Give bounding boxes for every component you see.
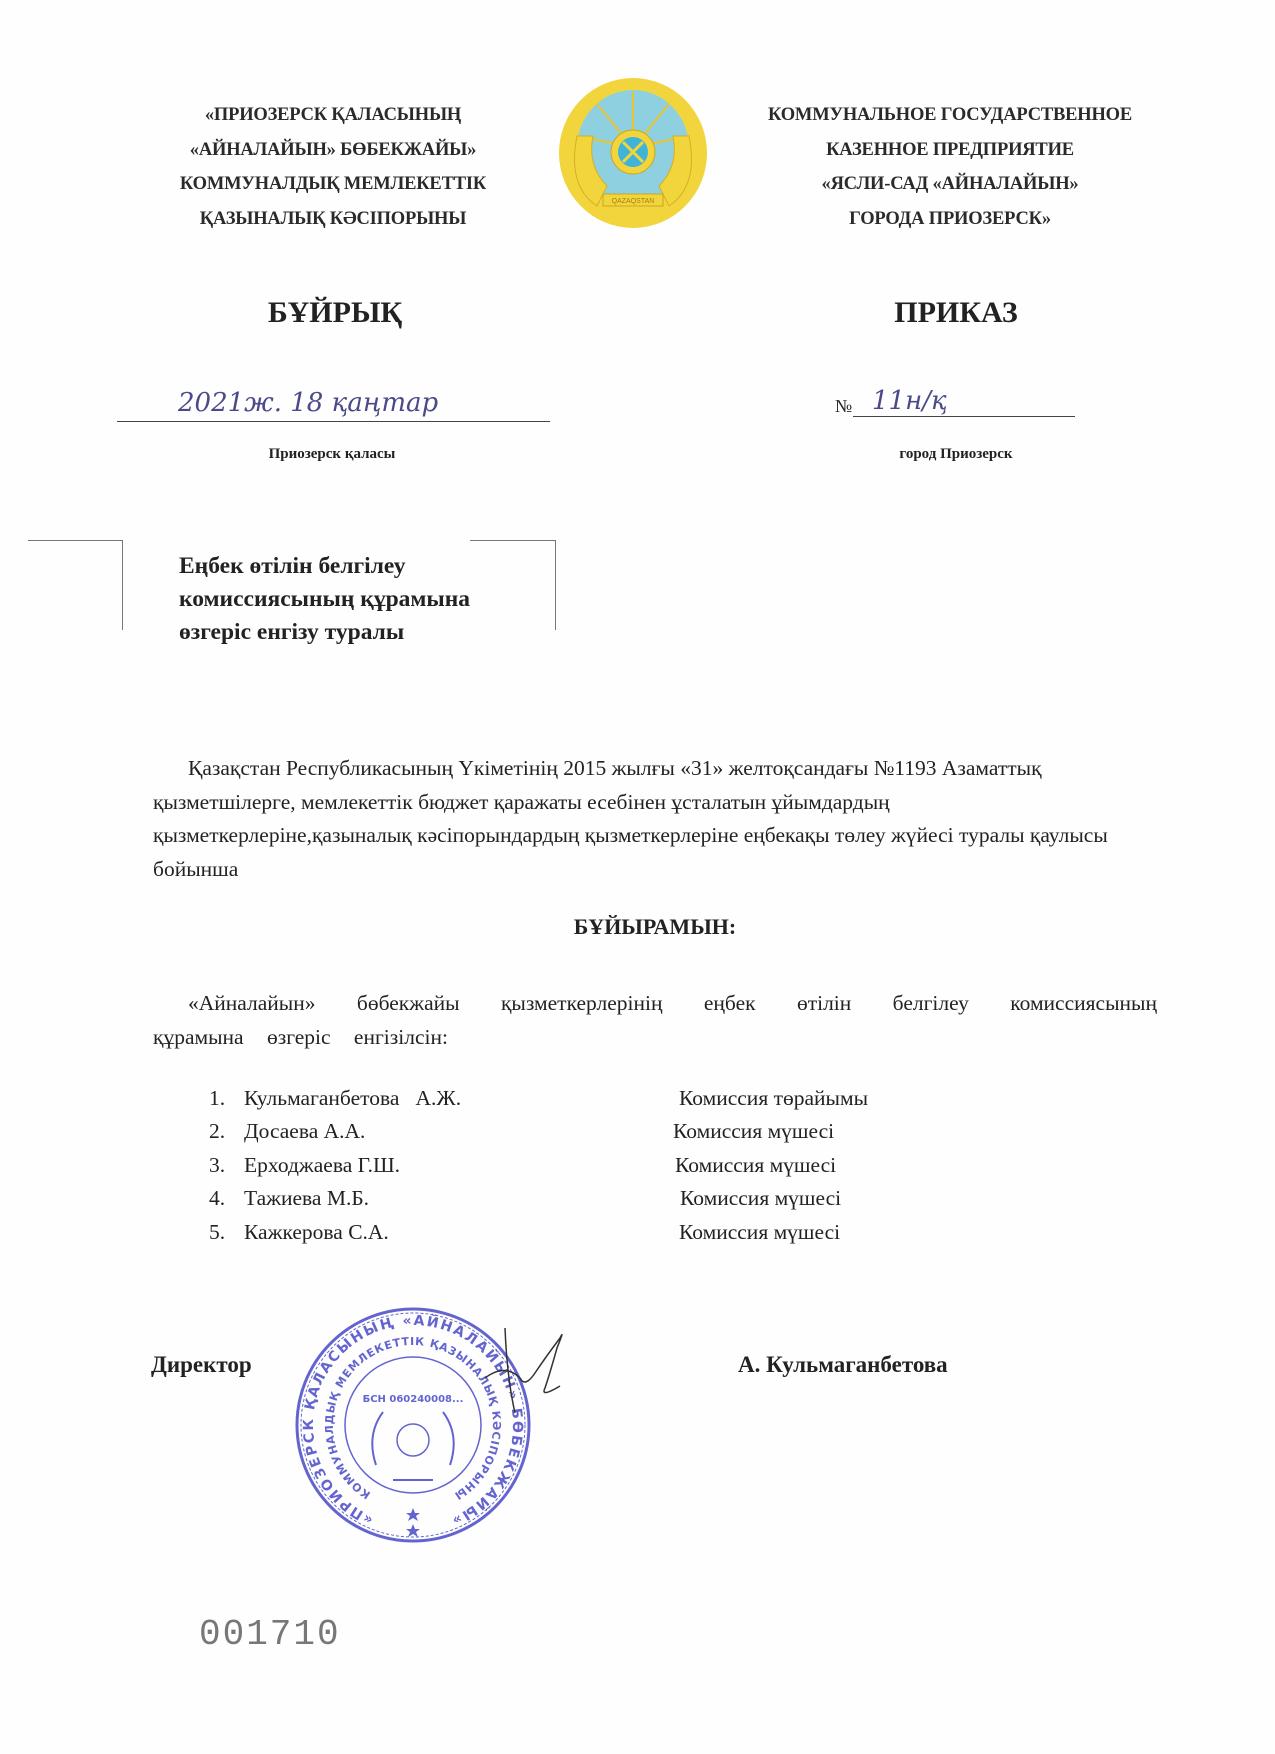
box-line <box>555 540 556 630</box>
city-kz: Приозерск қаласы <box>268 446 396 462</box>
org-kz-line: КОММУНАЛДЫҚ МЕМЛЕКЕТТІК <box>179 174 487 194</box>
preamble-paragraph: Қазақстан Республикасының Үкіметінің 2015 жылғы «31» желтоқсандағы №1193 Азаматтық қызметшілерге, мемлекеттік бюджет қаражаты есебінен ұсталатын ұйымдардың қызметкерлеріне,қазыналық кәсіпорындардың қызметкерлеріне еңбекақы төлеу жүйесі туралы қаулысы бойынша <box>153 756 1108 881</box>
order-date-handwritten: 2021ж. 18 қаңтар <box>178 388 439 418</box>
item-number: 5. <box>209 1220 226 1244</box>
org-name-kz <box>123 98 543 236</box>
org-kz-line: «АЙНАЛАЙЫН» БӨБЕКЖАЙЫ» <box>189 139 477 160</box>
handwritten-signature-icon <box>465 1318 575 1428</box>
stamp-stars-icon <box>406 1508 420 1537</box>
item-number: 2. <box>209 1119 226 1143</box>
member-name: Досаева А.А. <box>244 1119 366 1143</box>
signatory-position: Директор <box>151 1352 252 1377</box>
org-kz-line: «ПРИОЗЕРСК ҚАЛАСЫНЫҢ <box>204 105 462 125</box>
subject-line: комиссиясының құрамына <box>179 586 471 612</box>
org-ru-line: КАЗЕННОЕ ПРЕДПРИЯТИЕ <box>826 139 1074 160</box>
org-ru-line: КОММУНАЛЬНОЕ ГОСУДАРСТВЕННОЕ <box>767 105 1132 125</box>
org-ru-line: ГОРОДА ПРИОЗЕРСК» <box>849 208 1051 229</box>
serial-number: 001710 <box>199 1614 341 1655</box>
member-name: Кажкерова С.А. <box>244 1220 389 1244</box>
order-paragraph: «Айналайын» бөбекжайы қызметкерлерінің еңбек өтілін белгілеу комиссиясының құрамына өзгеріс енгізілсін: <box>153 991 1157 1049</box>
box-line <box>470 540 555 541</box>
org-ru-line: «ЯСЛИ-САД «АЙНАЛАЙЫН» <box>821 174 1079 194</box>
org-kz-line: ҚАЗЫНАЛЫҚ КӘСІПОРЫНЫ <box>199 208 467 229</box>
number-label: № <box>835 396 853 416</box>
emblem-ribbon-text: QAZAQSTAN <box>611 198 655 205</box>
member-role: Комиссия мүшесі <box>680 1186 842 1210</box>
box-line <box>122 540 123 630</box>
box-line <box>28 540 123 541</box>
stamp-bin-text: БСН 060240008... <box>362 1394 464 1405</box>
city-ru: город Приозерск <box>899 446 1013 462</box>
stamp-inner-text: КОММУНАЛДЫҚ МЕМЛЕКЕТТІК ҚАЗЫНАЛЫҚ КӘСІПОРЫНЫ <box>322 1334 504 1503</box>
order-number-handwritten: 11н/қ <box>872 386 947 416</box>
state-emblem-icon <box>557 76 709 230</box>
item-number: 1. <box>209 1086 226 1110</box>
member-role: Комиссия мүшесі <box>675 1153 837 1177</box>
signatory-name: А. Кульмаганбетова <box>738 1352 948 1377</box>
order-subject <box>179 550 470 649</box>
order-title-ru: ПРИКАЗ <box>894 296 1018 329</box>
member-name: Тажиева М.Б. <box>244 1186 370 1210</box>
member-role: Комиссия мүшесі <box>679 1220 841 1244</box>
member-role: Комиссия мүшесі <box>673 1119 835 1143</box>
member-name: Кульмаганбетова А.Ж. <box>244 1086 462 1110</box>
subject-line: өзгеріс енгізу туралы <box>179 619 405 645</box>
item-number: 3. <box>209 1153 226 1177</box>
item-number: 4. <box>209 1186 226 1210</box>
decree-heading: БҰЙЫРАМЫН: <box>573 914 737 939</box>
number-underline <box>853 416 1075 417</box>
order-title-kz: БҰЙРЫҚ <box>267 296 403 329</box>
subject-line: Еңбек өтілін белгілеу <box>179 553 406 579</box>
member-role: Комиссия төрайымы <box>679 1086 869 1110</box>
date-underline <box>117 421 550 422</box>
member-name: Ерходжаева Г.Ш. <box>244 1153 401 1177</box>
org-name-ru <box>740 98 1160 236</box>
stamp-outer-text: «ПРИОЗЕРСК ҚАЛАСЫНЫҢ «АЙНАЛАЙЫН» БӨБЕКЖАЙЫ» <box>300 1312 526 1529</box>
